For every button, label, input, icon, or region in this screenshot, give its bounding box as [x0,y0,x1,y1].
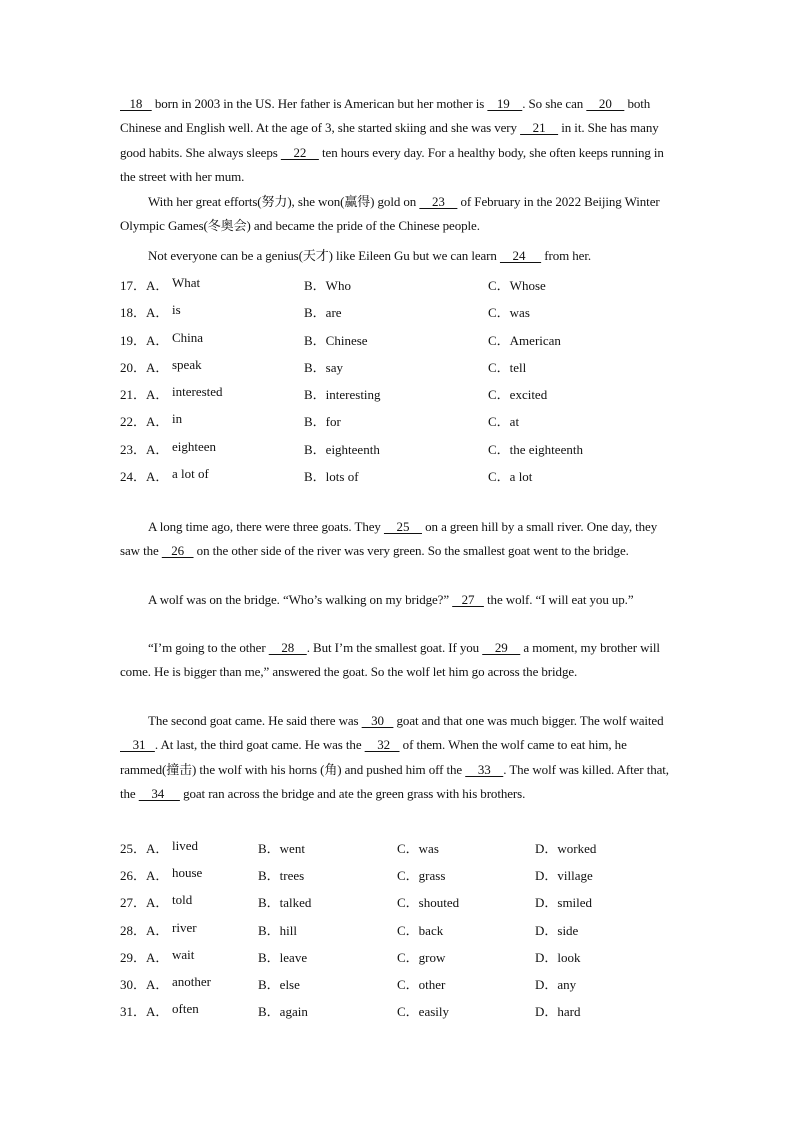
question-row [120,838,680,865]
option-c: C．excited [488,387,548,403]
option-b: B．say [304,359,344,375]
blank-29: 29 [482,640,521,655]
option-a: interested [172,384,223,400]
option-b: B．trees [258,868,305,884]
option-c: C．the eighteenth [488,441,583,457]
option-b: B．went [258,841,305,856]
question-number: 29．A． [120,949,169,965]
option-d: D．worked [535,841,597,856]
question-row [120,411,680,438]
question-row [120,439,680,466]
text: both Chinese and English well. At the age of 3, she started skiing and she was very [120,96,651,136]
passage1-paragraph3 [120,244,680,268]
question-row [120,892,680,919]
option-b: B．else [258,976,300,992]
option-d: D．look [535,949,581,965]
text: the wolf. “I will eat you up.” [487,592,634,607]
text: A long time ago, there were three goats. They [148,519,381,534]
text: . But I’m the smallest goat. If you [306,640,480,655]
option-a: What [172,275,201,290]
blank-32: 32 [364,737,400,753]
text: goat and that one was much bigger. The wolf waited [396,713,664,728]
blank-24: 24 [499,248,542,263]
text: from her. [544,248,592,263]
blank-27: 27 [452,592,484,607]
question-row [120,466,680,493]
question-number: 25．A． [120,841,169,856]
blank-19: 19 [487,96,523,111]
question-number: 24．A． [120,469,169,485]
option-c: C．a lot [488,469,533,485]
question-number: 17．A． [120,278,169,293]
option-a: another [172,973,211,989]
option-c: C．easily [397,1004,449,1020]
passage2-paragraph3 [120,636,680,685]
text: a moment, my brother will come. He is bigger than me,” answered the goat. So the wolf let him go across the bridge. [120,640,660,680]
text: on a green hill by a small river. One day, they saw the [120,519,658,559]
text: Not everyone can be a genius(天才) like Eileen Gu but we can learn [148,248,497,263]
option-c: C．American [488,332,561,348]
option-a: China [172,329,204,345]
passage1-paragraph2 [120,190,680,239]
question-row [120,947,680,974]
text: of them. When the wolf came to eat him, he rammed(撞击) the wolf with his horns (角) and pushed him off the [120,737,627,777]
question-number: 22．A． [120,414,169,430]
question-number: 27．A． [120,895,169,911]
text: . The wolf was killed. After that, the [120,761,669,801]
passage1-paragraph1 [120,92,680,189]
option-a: river [172,919,197,935]
option-b: B．eighteenth [304,441,380,457]
option-b: B．again [258,1004,308,1020]
option-a: in [172,411,183,427]
option-b: B．hill [258,922,298,938]
question-row [120,1001,680,1028]
option-b: B．Who [304,278,351,293]
question-number: 20．A． [120,359,169,375]
question-row [120,302,680,329]
option-a: often [172,1001,199,1017]
text: . At last, the third goat came. He was the [154,737,362,753]
passage2-paragraph1 [120,515,680,564]
question-number: 26．A． [120,868,169,884]
option-a: lived [172,838,198,853]
text: goat ran across the bridge and ate the green grass with his brothers. [183,785,526,801]
option-c: C．tell [488,359,527,375]
option-b: B．leave [258,949,308,965]
option-c: C．grow [397,949,446,965]
option-a: told [172,892,193,908]
option-d: D．hard [535,1004,581,1020]
option-b: B．interesting [304,387,381,403]
blank-34: 34 [138,785,180,801]
option-c: C．grass [397,868,446,884]
option-d: D．village [535,868,593,884]
question-number: 23．A． [120,441,169,457]
option-b: B．talked [258,895,312,911]
passage2-paragraph4 [120,709,680,806]
option-c: C．other [397,976,446,992]
blank-26: 26 [161,543,194,559]
text: born in 2003 in the US. Her father is American but her mother is [154,96,485,111]
option-a: house [172,865,203,881]
blank-21: 21 [520,120,559,136]
text: on the other side of the river was very green. So the smallest goat went to the bridge. [196,543,629,559]
blank-22: 22 [280,144,319,160]
question-row [120,865,680,892]
text: A wolf was on the bridge. “Who’s walking on my bridge?” [148,592,450,607]
question-number: 28．A． [120,922,169,938]
text: of February in the 2022 Beijing Winter Olympic Games(冬奥会) and became the pride of the Chinese people. [120,194,660,234]
option-c: C．was [488,305,530,321]
blank-31: 31 [120,737,155,753]
blank-18: 18 [120,96,152,111]
option-a: speak [172,356,202,372]
blank-30: 30 [361,713,394,728]
blank-23: 23 [419,194,458,209]
text: “I’m going to the other [148,640,266,655]
option-c: C．Whose [488,278,546,293]
option-b: B．lots of [304,469,359,485]
text: The second goat came. He said there was [148,713,359,728]
blank-28: 28 [268,640,307,655]
options-17-24 [120,275,680,493]
question-row [120,384,680,411]
option-c: C．shouted [397,895,460,911]
option-a: wait [172,946,195,962]
question-number: 31．A． [120,1004,169,1020]
text: ten hours every day. For a healthy body, she often keeps running in the street with her mum. [120,144,664,184]
question-number: 18．A． [120,305,169,321]
question-number: 19．A． [120,332,169,348]
options-25-31 [120,838,680,1028]
question-row [120,920,680,947]
question-row [120,275,680,302]
passage2-paragraph2 [120,588,680,612]
question-row [120,357,680,384]
blank-20: 20 [586,96,625,111]
option-a: is [172,302,181,318]
option-c: C．at [488,414,520,430]
question-row [120,330,680,357]
blank-25: 25 [383,519,422,534]
option-b: B．for [304,414,341,430]
option-d: D．smiled [535,895,593,911]
option-d: D．side [535,922,579,938]
text: . So she can [522,96,584,111]
option-c: C．back [397,922,444,938]
blank-33: 33 [465,761,504,777]
text: in it. She has many good habits. She always sleeps [120,120,659,160]
question-row [120,974,680,1001]
option-c: C．was [397,841,439,856]
option-d: D．any [535,976,577,992]
text: With her great efforts(努力), she won(赢得) gold on [148,194,417,209]
question-number: 30．A． [120,976,169,992]
option-a: eighteen [172,438,217,454]
option-b: B．are [304,305,342,321]
option-b: B．Chinese [304,332,368,348]
option-a: a lot of [172,466,209,482]
question-number: 21．A． [120,387,169,403]
